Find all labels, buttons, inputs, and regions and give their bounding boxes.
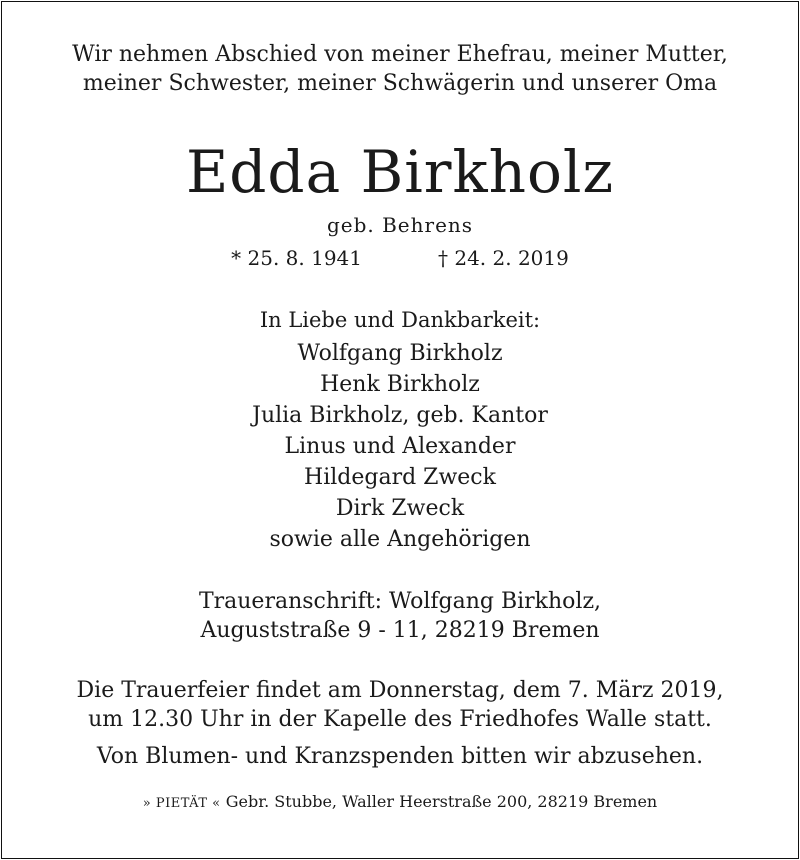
mourner-name: Henk Birkholz — [320, 372, 480, 397]
deceased-name: Edda Birkholz — [185, 138, 615, 206]
mourner-name: Hildegard Zweck — [304, 465, 496, 490]
flowers-note: Von Blumen- und Kranzspenden bitten wir abzusehen. — [96, 744, 704, 769]
funeral-home-brand: » PIETÄT « — [142, 796, 221, 811]
intro-line-1: Wir nehmen Abschied von meiner Ehefrau, meiner Mutter, — [72, 42, 728, 67]
mourner-name: Dirk Zweck — [335, 496, 465, 521]
birth-date: * 25. 8. 1941 — [231, 246, 362, 270]
funeral-home-address: Gebr. Stubbe, Waller Heerstraße 200, 28219 Bremen — [225, 792, 658, 811]
address-line-2: Auguststraße 9 - 11, 28219 Bremen — [200, 618, 600, 643]
mourner-name: sowie alle Angehörigen — [269, 527, 531, 552]
mourner-name: Wolfgang Birkholz — [297, 341, 503, 366]
ceremony-line-1: Die Trauerfeier findet am Donnerstag, dem 7. März 2019, — [76, 678, 724, 703]
intro-line-2: meiner Schwester, meiner Schwägerin und unserer Oma — [82, 71, 718, 96]
mourner-name: Julia Birkholz, geb. Kantor — [252, 403, 548, 428]
ceremony-line-2: um 12.30 Uhr in der Kapelle des Friedhofes Walle statt. — [88, 707, 712, 732]
funeral-home-footer — [2, 792, 798, 811]
mourner-name: Linus und Alexander — [284, 434, 516, 459]
mourners-heading: In Liebe und Dankbarkeit: — [259, 308, 541, 332]
obituary-notice — [1, 1, 799, 859]
life-dates — [2, 246, 798, 270]
address-line-1: Traueranschrift: Wolfgang Birkholz, — [198, 589, 602, 614]
death-date: † 24. 2. 2019 — [438, 246, 569, 270]
maiden-name: geb. Behrens — [326, 213, 474, 237]
